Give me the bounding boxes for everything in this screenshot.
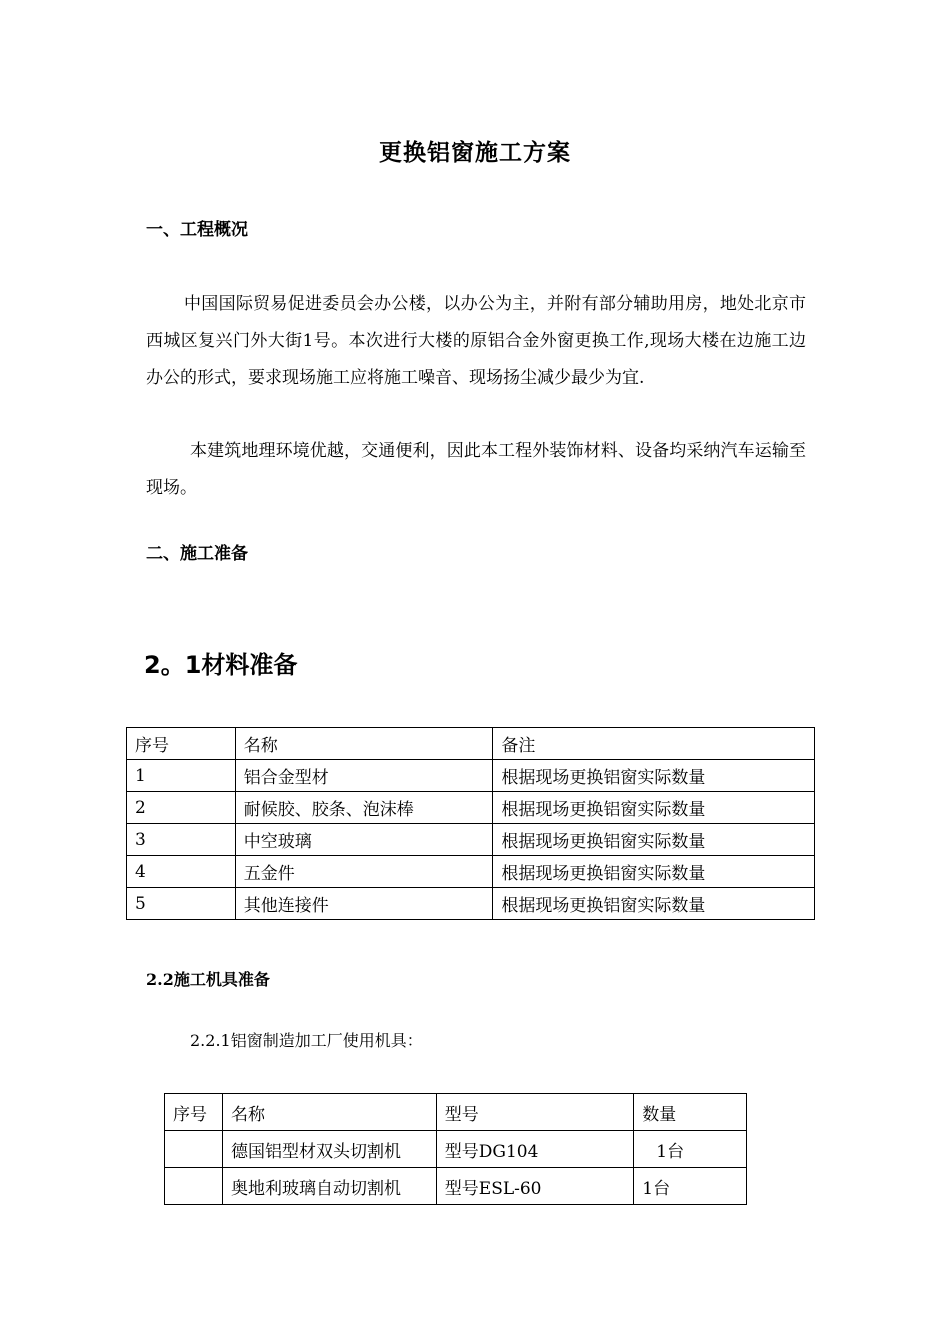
table-cell: 3 — [127, 824, 236, 856]
table-row — [127, 792, 815, 824]
table-cell: 铝合金型材 — [235, 760, 493, 792]
table-row — [127, 856, 815, 888]
table-cell: 5 — [127, 888, 236, 920]
table-cell: 型号ESL-60 — [436, 1168, 634, 1205]
table-cell: 1台 — [634, 1168, 747, 1205]
section-heading-preparation: 二、施工准备 — [146, 544, 248, 564]
section-heading-overview: 一、工程概况 — [146, 220, 248, 240]
header-cell: 备注 — [493, 728, 815, 760]
table-cell: 1 — [127, 760, 236, 792]
table-cell: 中空玻璃 — [235, 824, 493, 856]
header-cell: 名称 — [235, 728, 493, 760]
table-cell: 其他连接件 — [235, 888, 493, 920]
table-cell: 4 — [127, 856, 236, 888]
table-cell: 耐候胶、胶条、泡沫棒 — [235, 792, 493, 824]
table-cell: 五金件 — [235, 856, 493, 888]
overview-paragraph-1: 中国国际贸易促进委员会办公楼，以办公为主，并附有部分辅助用房，地处北京市西城区复兴门外大街1号。本次进行大楼的原铝合金外窗更换工作,现场大楼在边施工边办公的形式，要求现场施工应将施工噪音、现场扬尘减少最少为宜. — [146, 294, 806, 388]
table-cell: 根据现场更换铝窗实际数量 — [493, 792, 815, 824]
table-cell: 型号DG104 — [436, 1131, 634, 1168]
materials-table — [126, 727, 815, 920]
header-cell: 序号 — [165, 1094, 223, 1131]
table-cell: 根据现场更换铝窗实际数量 — [493, 760, 815, 792]
header-cell: 序号 — [127, 728, 236, 760]
table-cell: 根据现场更换铝窗实际数量 — [493, 856, 815, 888]
tools-table — [164, 1093, 747, 1205]
materials-heading: 2。1材料准备 — [144, 651, 298, 679]
header-cell: 名称 — [222, 1094, 436, 1131]
table-header-row — [127, 728, 815, 760]
overview-paragraph-2: 本建筑地理环境优越，交通便利，因此本工程外装饰材料、设备均采纳汽车运输至现场。 — [146, 441, 806, 498]
table-cell: 根据现场更换铝窗实际数量 — [493, 888, 815, 920]
header-cell: 型号 — [436, 1094, 634, 1131]
table-row — [165, 1168, 747, 1205]
document-title: 更换铝窗施工方案 — [379, 139, 571, 166]
tools-heading: 2.2施工机具准备 — [146, 970, 270, 989]
table-row — [127, 824, 815, 856]
table-cell: 2 — [127, 792, 236, 824]
tools-subheading: 2.2.1铝窗制造加工厂使用机具： — [190, 1031, 423, 1050]
table-cell — [165, 1168, 223, 1205]
table-row — [165, 1131, 747, 1168]
table-cell: 奥地利玻璃自动切割机 — [222, 1168, 436, 1205]
table-cell: 德国铝型材双头切割机 — [222, 1131, 436, 1168]
table-header-row — [165, 1094, 747, 1131]
table-row — [127, 760, 815, 792]
table-cell: 根据现场更换铝窗实际数量 — [493, 824, 815, 856]
table-cell — [165, 1131, 223, 1168]
table-cell: 1台 — [634, 1131, 747, 1168]
header-cell: 数量 — [634, 1094, 747, 1131]
table-row — [127, 888, 815, 920]
